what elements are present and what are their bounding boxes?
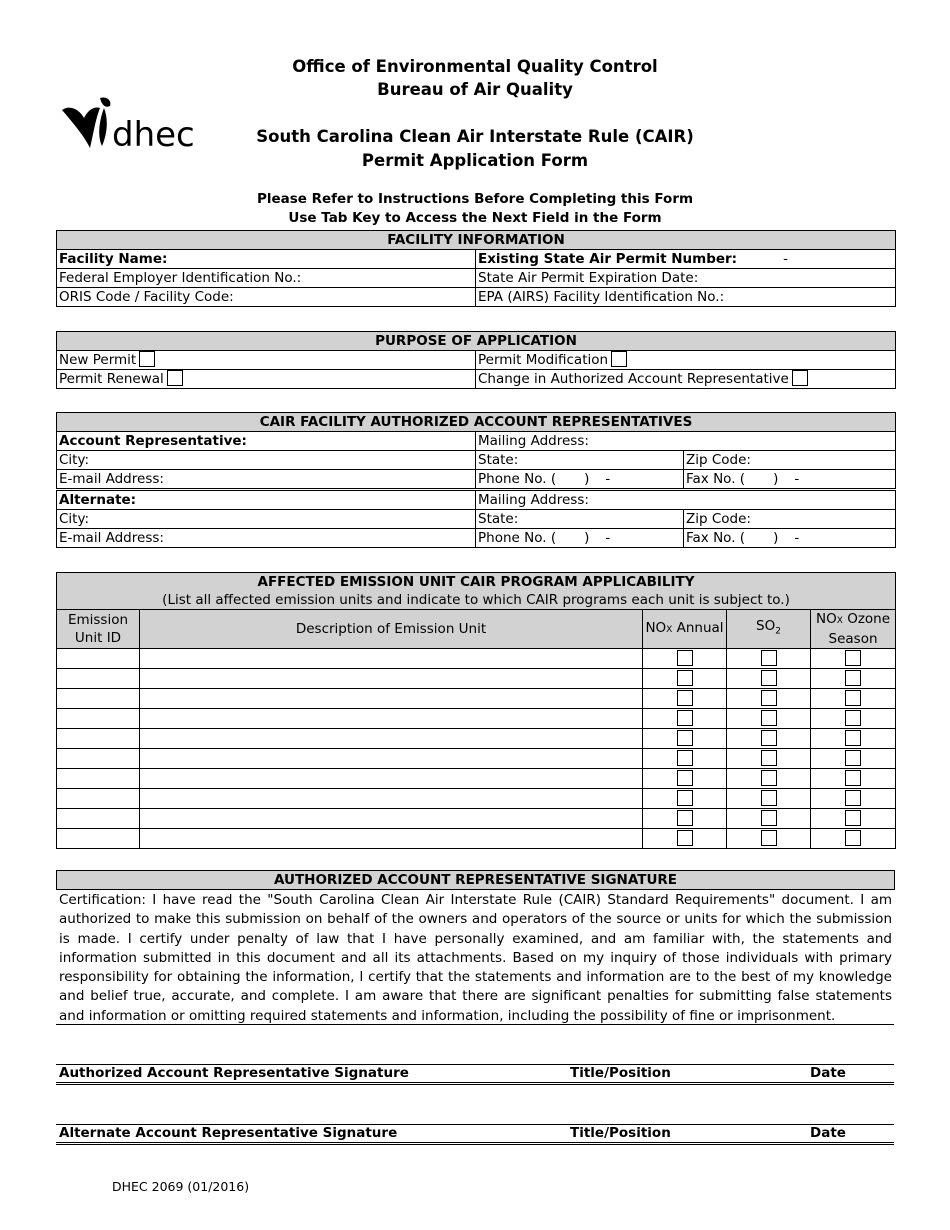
so2-cell [727, 709, 811, 729]
representatives-table [56, 412, 896, 548]
bureau-title: Bureau of Air Quality [377, 80, 573, 99]
so2-checkbox[interactable] [761, 730, 777, 746]
emission-unit-id-input[interactable] [57, 689, 140, 709]
emission-unit-row [57, 689, 896, 709]
auth-signature-underline [56, 1082, 894, 1085]
alt-signature-label: Alternate Account Representative Signature [59, 1125, 398, 1141]
instruction-tab: Use Tab Key to Access the Next Field in the Form [288, 210, 662, 226]
alt-date-label: Date [810, 1125, 846, 1141]
so2-checkbox[interactable] [761, 690, 777, 706]
oris-field[interactable]: ORIS Code / Facility Code: [57, 288, 476, 307]
alternate-email-field[interactable]: E-mail Address: [57, 529, 476, 548]
account-rep-city-field[interactable]: City: [57, 451, 476, 470]
so2-cell [727, 689, 811, 709]
auth-signature-label: Authorized Account Representative Signature [59, 1065, 409, 1081]
purpose-heading: PURPOSE OF APPLICATION [57, 332, 896, 351]
nox-ozone-cell [811, 749, 896, 769]
alternate-name-field[interactable]: Alternate: [57, 490, 476, 510]
change-rep-checkbox[interactable] [792, 370, 808, 386]
svg-text:dhec: dhec [112, 115, 195, 152]
rule-title: South Carolina Clean Air Interstate Rule (CAIR) [256, 127, 694, 146]
epa-airs-field[interactable]: EPA (AIRS) Facility Identification No.: [476, 288, 896, 307]
facility-name-field[interactable]: Facility Name: [57, 250, 476, 269]
nox-ozone-checkbox[interactable] [845, 710, 861, 726]
emission-unit-description-input[interactable] [140, 709, 643, 729]
emission-unit-id-input[interactable] [57, 809, 140, 829]
account-rep-fax-field[interactable]: Fax No. ( ) - [684, 470, 896, 490]
emission-unit-row [57, 749, 896, 769]
so2-cell [727, 789, 811, 809]
nox-annual-checkbox[interactable] [677, 790, 693, 806]
emission-unit-row [57, 809, 896, 829]
new-permit-checkbox[interactable] [139, 351, 155, 367]
nox-annual-checkbox[interactable] [677, 730, 693, 746]
emission-unit-id-input[interactable] [57, 649, 140, 669]
emission-unit-description-input[interactable] [140, 769, 643, 789]
nox-ozone-cell [811, 669, 896, 689]
emission-subheading: (List all affected emission units and indicate to which CAIR programs each unit is subject to.) [57, 591, 896, 610]
col-description: Description of Emission Unit [140, 610, 643, 649]
nox-ozone-checkbox[interactable] [845, 650, 861, 666]
instruction-refer: Please Refer to Instructions Before Completing this Form [256, 191, 694, 207]
nox-ozone-checkbox[interactable] [845, 670, 861, 686]
emission-unit-description-input[interactable] [140, 749, 643, 769]
purpose-table [56, 331, 896, 389]
emission-unit-description-input[interactable] [140, 729, 643, 749]
certification-text: Certification: I have read the "South Carolina Clean Air Interstate Rule (CAIR) Standard Requirements" document. I am authorized to make this submission on behalf of the owners and operators of the source or units for which the submission is made. I certify under penalty of law that I have personally examined, and am familiar with, the statements and information submitted in this document and all its attachments. Based on my inquiry of those individuals with primary responsibility for obtaining the information, I certify that the statements and information are to the best of my knowledge and belief true, accurate, and complete. I am aware that there are significant penalties for submitting false statements and information or omitting required statements and information, including the possibility of fine or imprisonment. [59, 892, 892, 1024]
emission-unit-description-input[interactable] [140, 649, 643, 669]
emission-unit-id-input[interactable] [57, 769, 140, 789]
nox-ozone-cell [811, 809, 896, 829]
nox-annual-checkbox[interactable] [677, 710, 693, 726]
col-nox-ozone: NOX Ozone Season [811, 610, 896, 649]
nox-annual-checkbox[interactable] [677, 690, 693, 706]
so2-checkbox[interactable] [761, 710, 777, 726]
emission-unit-description-input[interactable] [140, 789, 643, 809]
nox-ozone-checkbox[interactable] [845, 690, 861, 706]
nox-ozone-checkbox[interactable] [845, 750, 861, 766]
nox-annual-cell [643, 789, 727, 809]
nox-ozone-cell [811, 729, 896, 749]
emission-unit-description-input[interactable] [140, 689, 643, 709]
so2-cell [727, 749, 811, 769]
nox-annual-cell [643, 709, 727, 729]
emission-unit-row [57, 669, 896, 689]
emission-unit-id-input[interactable] [57, 709, 140, 729]
nox-annual-cell [643, 689, 727, 709]
new-permit-option: New Permit [57, 351, 476, 370]
nox-annual-cell [643, 669, 727, 689]
form-number: DHEC 2069 (01/2016) [112, 1179, 250, 1194]
nox-ozone-checkbox[interactable] [845, 790, 861, 806]
so2-checkbox[interactable] [761, 790, 777, 806]
so2-checkbox[interactable] [761, 650, 777, 666]
alt-title-label: Title/Position [570, 1125, 671, 1141]
nox-ozone-checkbox[interactable] [845, 730, 861, 746]
emission-unit-id-input[interactable] [57, 669, 140, 689]
nox-annual-checkbox[interactable] [677, 830, 693, 846]
so2-checkbox[interactable] [761, 750, 777, 766]
account-rep-state-field[interactable]: State: [476, 451, 684, 470]
alternate-city-field[interactable]: City: [57, 510, 476, 529]
account-rep-zip-field[interactable]: Zip Code: [684, 451, 896, 470]
so2-cell [727, 769, 811, 789]
alt-signature-underline [56, 1142, 894, 1145]
existing-permit-field[interactable]: Existing State Air Permit Number: - [476, 250, 896, 269]
emission-unit-description-input[interactable] [140, 669, 643, 689]
permit-renewal-option: Permit Renewal [57, 370, 476, 389]
nox-annual-cell [643, 809, 727, 829]
emission-unit-row [57, 729, 896, 749]
account-rep-email-field[interactable]: E-mail Address: [57, 470, 476, 490]
nox-ozone-cell [811, 709, 896, 729]
facility-table [56, 230, 896, 307]
emission-unit-id-input[interactable] [57, 789, 140, 809]
auth-date-label: Date [810, 1065, 846, 1081]
emission-unit-id-input[interactable] [57, 829, 140, 849]
nox-ozone-cell [811, 689, 896, 709]
nox-annual-cell [643, 649, 727, 669]
permit-modification-option: Permit Modification [476, 351, 896, 370]
col-nox-annual: NOX Annual [643, 610, 727, 649]
alternate-fax-field[interactable]: Fax No. ( ) - [684, 529, 896, 548]
nox-annual-checkbox[interactable] [677, 770, 693, 786]
so2-checkbox[interactable] [761, 830, 777, 846]
signature-heading-table [56, 870, 895, 890]
so2-cell [727, 649, 811, 669]
certification-rule [56, 1024, 894, 1025]
change-rep-option: Change in Authorized Account Representative [476, 370, 896, 389]
form-title: Permit Application Form [361, 151, 589, 170]
nox-ozone-checkbox[interactable] [845, 810, 861, 826]
alternate-phone-field[interactable]: Phone No. ( ) - [476, 529, 684, 548]
fein-field[interactable]: Federal Employer Identification No.: [57, 269, 476, 288]
nox-ozone-cell [811, 829, 896, 849]
permit-renewal-checkbox[interactable] [167, 370, 183, 386]
nox-annual-checkbox[interactable] [677, 650, 693, 666]
account-rep-mailing-field[interactable]: Mailing Address: [476, 432, 896, 451]
nox-ozone-cell [811, 769, 896, 789]
so2-cell [727, 829, 811, 849]
nox-annual-cell [643, 729, 727, 749]
emission-unit-id-input[interactable] [57, 729, 140, 749]
nox-annual-cell [643, 749, 727, 769]
nox-annual-checkbox[interactable] [677, 670, 693, 686]
permit-modification-checkbox[interactable] [611, 351, 627, 367]
nox-annual-checkbox[interactable] [677, 750, 693, 766]
nox-ozone-checkbox[interactable] [845, 770, 861, 786]
so2-checkbox[interactable] [761, 810, 777, 826]
nox-ozone-checkbox[interactable] [845, 830, 861, 846]
nox-annual-checkbox[interactable] [677, 810, 693, 826]
dhec-logo [60, 96, 210, 152]
nox-ozone-cell [811, 789, 896, 809]
emission-units-table [56, 572, 896, 849]
emission-unit-description-input[interactable] [140, 809, 643, 829]
emission-unit-row [57, 709, 896, 729]
permit-expiration-field[interactable]: State Air Permit Expiration Date: [476, 269, 896, 288]
col-unit-id: Emission Unit ID [57, 610, 140, 649]
so2-cell [727, 729, 811, 749]
so2-checkbox[interactable] [761, 770, 777, 786]
account-rep-phone-field[interactable]: Phone No. ( ) - [476, 470, 684, 490]
facility-heading: FACILITY INFORMATION [57, 231, 896, 250]
emission-unit-row [57, 649, 896, 669]
nox-annual-cell [643, 769, 727, 789]
alternate-mailing-field[interactable]: Mailing Address: [476, 490, 896, 510]
emission-unit-description-input[interactable] [140, 829, 643, 849]
representatives-heading: CAIR FACILITY AUTHORIZED ACCOUNT REPRESENTATIVES [57, 413, 896, 432]
alternate-zip-field[interactable]: Zip Code: [684, 510, 896, 529]
so2-checkbox[interactable] [761, 670, 777, 686]
emission-unit-row [57, 789, 896, 809]
nox-annual-cell [643, 829, 727, 849]
signature-heading: AUTHORIZED ACCOUNT REPRESENTATIVE SIGNATURE [57, 871, 895, 890]
alternate-state-field[interactable]: State: [476, 510, 684, 529]
emission-unit-row [57, 829, 896, 849]
office-title: Office of Environmental Quality Control [292, 57, 658, 76]
col-so2: $SO_2$ [727, 610, 811, 649]
so2-cell [727, 669, 811, 689]
nox-ozone-cell [811, 649, 896, 669]
account-rep-name-field[interactable]: Account Representative: [57, 432, 476, 451]
so2-cell [727, 809, 811, 829]
emission-unit-row [57, 769, 896, 789]
emission-unit-id-input[interactable] [57, 749, 140, 769]
emission-heading: AFFECTED EMISSION UNIT CAIR PROGRAM APPLICABILITY [57, 573, 896, 592]
auth-title-label: Title/Position [570, 1065, 671, 1081]
